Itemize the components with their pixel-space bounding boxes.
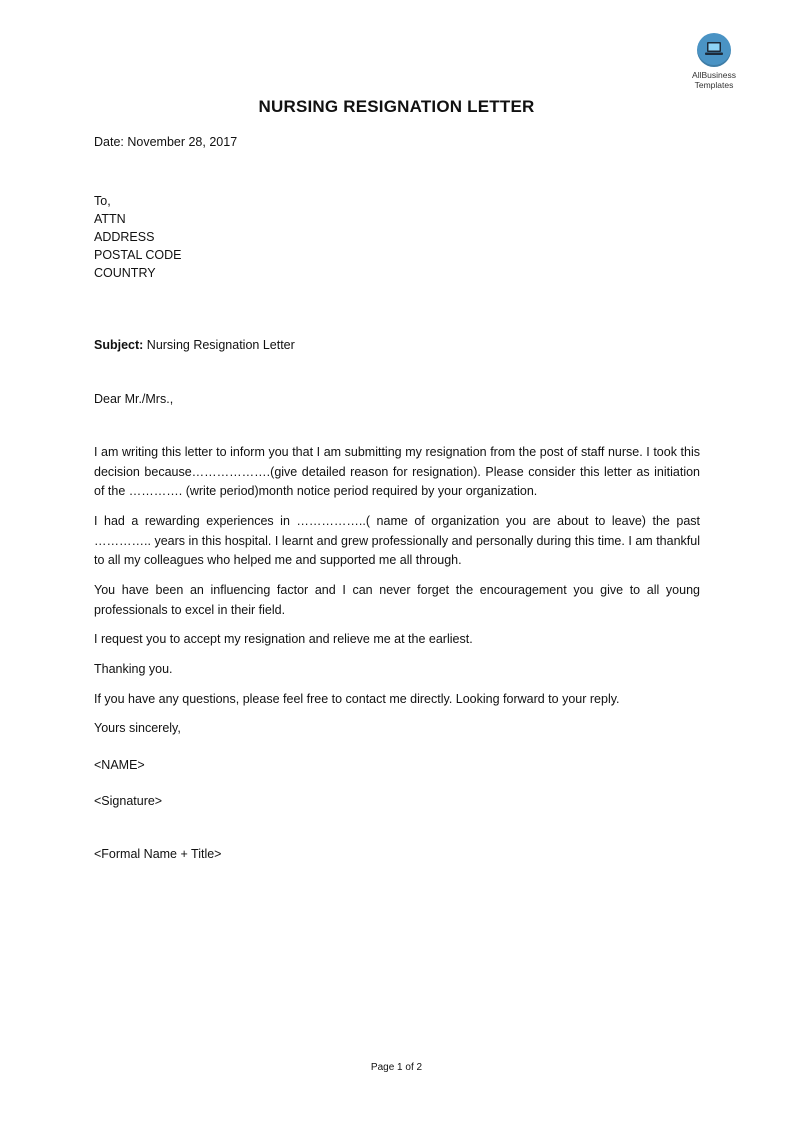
signature-placeholder: <Signature>	[94, 794, 163, 808]
recipient-country: COUNTRY	[94, 266, 156, 280]
name-placeholder: <NAME>	[94, 758, 145, 772]
logo-text: AllBusiness Templates	[692, 70, 736, 90]
allbusiness-logo	[688, 33, 740, 90]
document-title: NURSING RESIGNATION LETTER	[258, 97, 535, 116]
recipient-postal-code: POSTAL CODE	[94, 248, 182, 262]
recipient-address: ADDRESS	[94, 230, 155, 244]
formal-name-placeholder: <Formal Name + Title>	[94, 847, 222, 861]
paragraph-1: I am writing this letter to inform you that I am submitting my resignation from the post of staff nurse. I took this decision because……………….(give detailed reason for resignation). Please consider this letter as initiation of the …………. (write period)month notice period required by your organization.	[94, 445, 700, 498]
recipient-attn: ATTN	[94, 212, 126, 226]
subject-text: Nursing Resignation Letter	[143, 338, 295, 352]
paragraph-4: I request you to accept my resignation and relieve me at the earliest.	[94, 632, 473, 646]
paragraph-2: I had a rewarding experiences in ……………..( name of organization you are about to leave) the past ………….. years in this hospital. I learnt and grew professionally and personally during this time. I am thankful to all my colleagues who helped me and supported me all through.	[94, 514, 700, 567]
paragraph-5: Thanking you.	[94, 662, 173, 676]
salutation: Dear Mr./Mrs.,	[94, 392, 174, 406]
subject-line	[94, 338, 295, 352]
closing: Yours sincerely,	[94, 721, 181, 735]
laptop-icon	[697, 33, 731, 67]
recipient-to: To,	[94, 194, 111, 208]
paragraph-3: You have been an influencing factor and I can never forget the encouragement you give to all young professionals to excel in their field.	[94, 583, 700, 617]
page-number: Page 1 of 2	[370, 1062, 423, 1073]
subject-label: Subject:	[94, 338, 144, 352]
paragraph-6: If you have any questions, please feel free to contact me directly. Looking forward to your reply.	[94, 692, 620, 706]
date-line: Date: November 28, 2017	[94, 135, 238, 149]
